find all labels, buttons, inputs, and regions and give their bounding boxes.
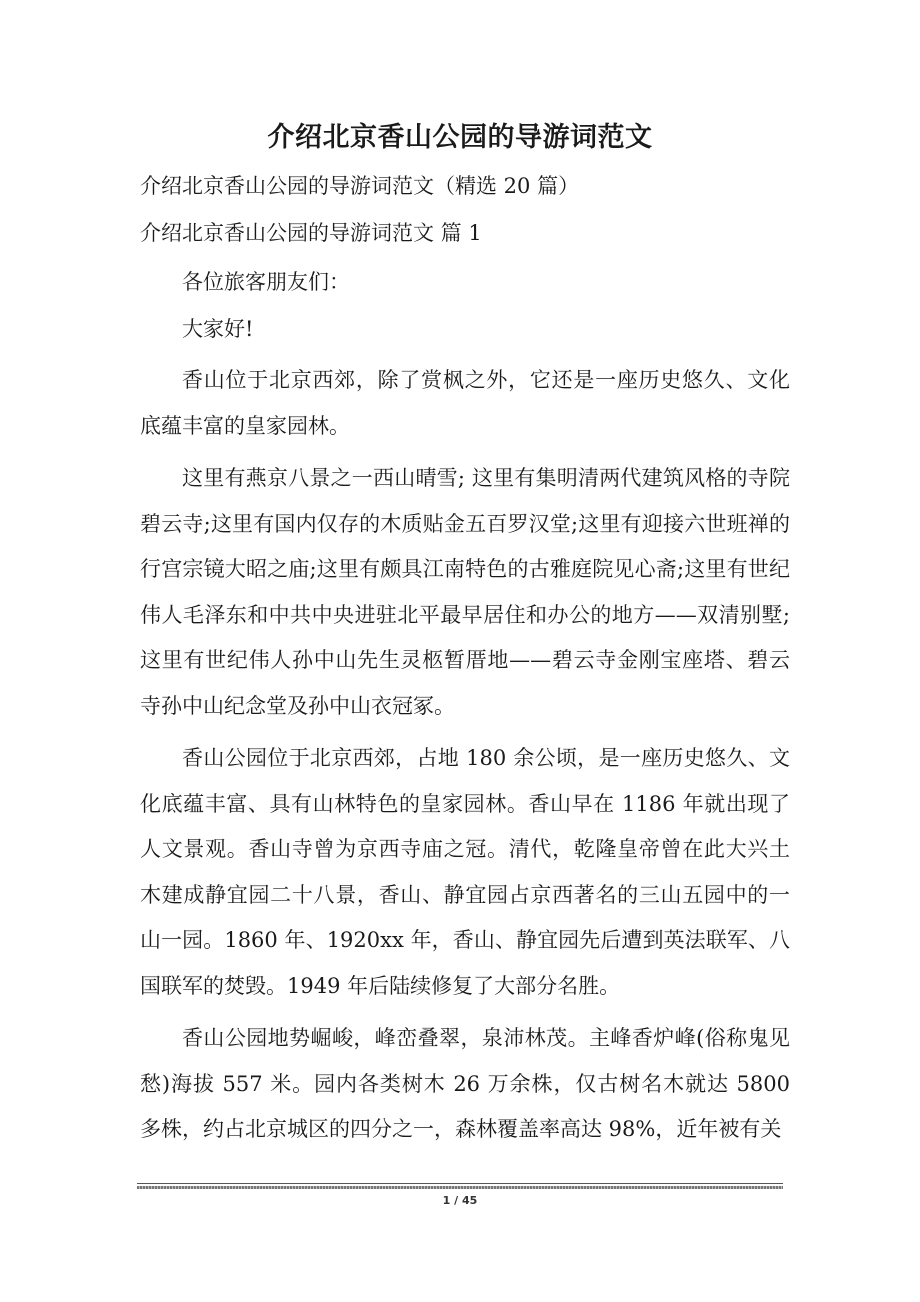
page-number: 1 / 45	[442, 1194, 478, 1207]
paragraph-intro: 香山位于北京西郊，除了赏枫之外，它还是一座历史悠久、文化底蕴丰富的皇家园林。	[140, 368, 790, 438]
greeting-text: 各位旅客朋友们：	[182, 270, 350, 294]
paragraph-attractions: 这里有燕京八景之一西山晴雪; 这里有集明清两代建筑风格的寺院碧云寺;这里有国内仅存的木质贴金五百罗汉堂;这里有迎接六世班禅的行宫宗镜大昭之庙;这里有颇具江南特色的古雅庭院见心斋;这里有世纪伟人毛泽东和中共中央进驻北平最早居住和办公的地方——双清别墅;这里有世纪伟人孙中山先生灵柩暂厝地——碧云寺金刚宝座塔、碧云寺孙中山纪念堂及孙中山衣冠冢。	[140, 466, 790, 718]
hello-text: 大家好!	[182, 317, 254, 341]
footer-divider	[137, 1183, 783, 1184]
document-subtitle: 介绍北京香山公园的导游词范文（精选 20 篇）	[140, 174, 580, 198]
document-body	[140, 358, 790, 1160]
document-title: 介绍北京香山公园的导游词范文	[267, 122, 653, 153]
paragraph-history: 香山公园位于北京西郊，占地 180 余公顷，是一座历史悠久、文化底蕴丰富、具有山林特色的皇家园林。香山早在 1186 年就出现了人文景观。香山寺曾为京西寺庙之冠。清代，乾隆皇帝曾在此大兴土木建成静宜园二十八景，香山、静宜园占京西著名的三山五园中的一山一园。1860 年、1920xx 年，香山、静宜园先后遭到英法联军、八国联军的焚毁。1949 年后陆续修复了大部分名胜。	[140, 746, 790, 998]
paragraph-terrain: 香山公园地势崛峻，峰峦叠翠，泉沛林茂。主峰香炉峰(俗称鬼见愁)海拔 557 米。园内各类树木 26 万余株，仅古树名木就达 5800 多株，约占北京城区的四分之一，森林覆盖率高达 98%，近年被有关	[140, 1026, 790, 1141]
footer-divider-pattern	[137, 1186, 783, 1189]
section-heading: 介绍北京香山公园的导游词范文 篇 1	[140, 221, 482, 245]
